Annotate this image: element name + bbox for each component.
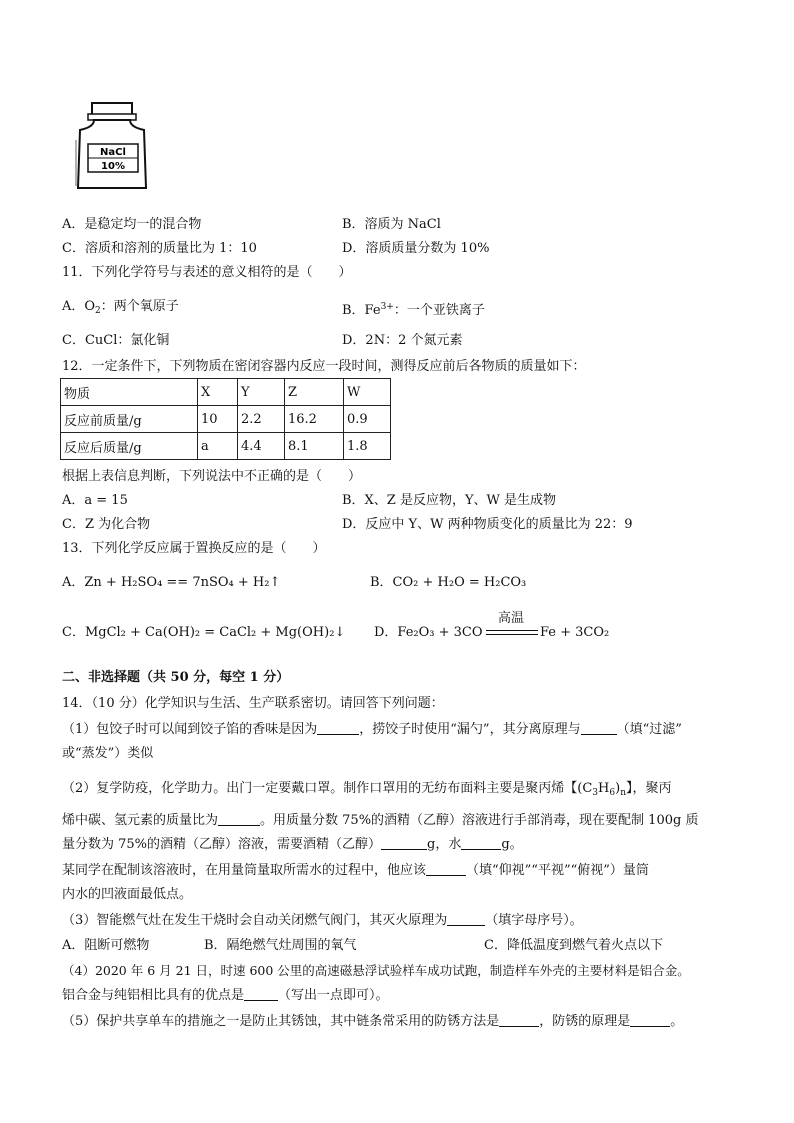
bottle-label-line1: NaCl: [100, 147, 126, 158]
q14-p1-text-a: （1）包饺子时可以闻到饺子馅的香味是因为: [62, 722, 318, 737]
table-row: [61, 406, 391, 433]
q13-condition: 高温: [498, 611, 525, 626]
table-cell: a: [198, 433, 238, 460]
q14-p2-text-a: （2）复学防疫，化学助力。出门一定要戴口罩。制作口罩用的无纺布面料主要是聚丙烯【(C: [62, 781, 593, 796]
q14-p5-text-b: ，防锈的原理是: [539, 1014, 631, 1029]
q13-option-c: C．MgCl₂ + Ca(OH)₂ = CaCl₂ + Mg(OH)₂↓: [62, 625, 346, 640]
answer-blank[interactable]: [317, 721, 359, 735]
q11-a-post: ：两个氧原子: [100, 299, 179, 314]
q14-p2-line2: [62, 812, 698, 830]
answer-blank[interactable]: [630, 1013, 670, 1027]
q13-stem: 13．下列化学反应属于置换反应的是（ ）: [62, 541, 326, 556]
q12-table: [60, 378, 391, 460]
q13-option-d-pre: D．Fe₂O₃ + 3CO: [374, 625, 483, 640]
equation-arrow-line: [486, 634, 538, 635]
answer-blank[interactable]: [499, 1013, 539, 1027]
answer-blank[interactable]: [447, 912, 485, 926]
table-header-row: [61, 379, 391, 406]
q10-option-a: A．是稳定均一的混合物: [62, 217, 202, 232]
q12-stem: 12．一定条件下，下列物质在密闭容器内反应一段时间，测得反应前后各物质的质量如下：: [62, 359, 586, 374]
q14-p2-line1: [62, 780, 672, 802]
q11-option-d: D．2N：2 个氮元素: [342, 333, 463, 348]
q14-p1-line1: [62, 721, 682, 739]
table-cell: 1.8: [344, 433, 391, 460]
q14-p2-text-b: ): [615, 781, 621, 796]
q12-option-d: D．反应中 Y、W 两种物质变化的质量比为 22：9: [342, 517, 633, 532]
q12-option-c: C．Z 为化合物: [62, 517, 151, 532]
section2-title: 二、非选择题（共 50 分，每空 1 分）: [62, 670, 290, 685]
q14-p4-line1: （4）2020 年 6 月 21 日，时速 600 公里的高速磁悬浮试验样车成功试跑，制造样车外壳的主要材料是铝合金。: [62, 963, 690, 978]
answer-blank[interactable]: [581, 721, 617, 735]
q11-b-sup: 3+: [380, 302, 394, 312]
q14-p2-line4: [62, 862, 649, 880]
q14-p2-sub2: 6: [609, 788, 616, 798]
q14-p2-text-c: 】，聚丙: [625, 781, 672, 796]
q14-p2-subn: n: [620, 788, 626, 798]
table-cell: 10: [198, 406, 238, 433]
answer-blank[interactable]: [426, 862, 466, 876]
answer-blank[interactable]: [461, 836, 501, 850]
table-cell: 2.2: [238, 406, 285, 433]
table-cell: 0.9: [344, 406, 391, 433]
answer-blank[interactable]: [381, 836, 427, 850]
q14-p5-text-a: （5）保护共享单车的措施之一是防止其锈蚀，其中链条常采用的防锈方法是: [62, 1014, 500, 1029]
q12-question: 根据上表信息判断，下列说法中不正确的是（ ）: [62, 469, 362, 484]
equation-arrow-line: [486, 630, 538, 631]
q11-option-c: C．CuCl：氯化铜: [62, 333, 170, 348]
q14-intro: 14．（10 分）化学知识与生活、生产联系密切。请回答下列问题：: [62, 696, 444, 711]
table-header-cell: X: [198, 379, 238, 406]
q14-p2-l3-c: g。: [501, 837, 523, 852]
q14-p2-line3: [62, 836, 523, 854]
q13-option-d-post: Fe + 3CO₂: [540, 625, 610, 640]
answer-blank[interactable]: [244, 987, 278, 1001]
q10-option-b: B．溶质为 NaCl: [342, 217, 441, 232]
q14-p2-line5: 内水的凹液面最低点。: [62, 887, 193, 902]
q14-p2-l3-a: 量分数为 75%的酒精（乙醇）溶液，需要酒精（乙醇）: [62, 837, 382, 852]
answer-blank[interactable]: [218, 812, 260, 826]
q14-p3-text-b: （填字母序号）。: [485, 913, 583, 928]
q12-option-a: A．a = 15: [62, 493, 128, 508]
q14-p4-text-b: （写出一点即可）。: [278, 988, 389, 1003]
q14-p3-line1: [62, 912, 583, 930]
q10-option-d: D．溶质质量分数为 10%: [342, 241, 490, 256]
q14-p1-line2: 或“蒸发”）类似: [62, 746, 154, 761]
q11-option-b: [342, 298, 485, 320]
table-header-cell: Y: [238, 379, 285, 406]
table-cell: 反应前质量/g: [61, 406, 198, 433]
q13-option-b: B．CO₂ + H₂O = H₂CO₃: [370, 575, 527, 590]
q14-p5-text-c: 。: [670, 1014, 684, 1029]
q14-p3-option-b: B．隔绝燃气灶周围的氧气: [204, 938, 357, 953]
q14-p1-text-b: ，捞饺子时使用“漏勺”，其分离原理与: [359, 722, 581, 737]
q14-p4-line2: [62, 987, 389, 1005]
table-cell: 4.4: [238, 433, 285, 460]
bottle-label-line2: 10%: [101, 161, 125, 172]
q14-p2-sub1: 3: [592, 788, 599, 798]
table-header-cell: W: [344, 379, 391, 406]
q14-p3-option-a: A．阻断可燃物: [62, 938, 150, 953]
q11-b-pre: B．Fe: [342, 303, 381, 318]
table-cell: 8.1: [285, 433, 344, 460]
q11-option-a: [62, 298, 179, 320]
q11-a-sub: 2: [95, 306, 101, 316]
q12-option-b: B．X、Z 是反应物，Y、W 是生成物: [342, 493, 557, 508]
q14-p2-l2-b: 。用质量分数 75%的酒精（乙醇）溶液进行手部消毒，现在要配制 100g 质: [260, 813, 699, 828]
q11-a-pre: A．O: [62, 299, 96, 314]
nacl-bottle-image: [72, 100, 156, 194]
q14-p2-l4-b: （填“仰视”“平视”“俯视”）量筒: [466, 863, 649, 878]
table-header-cell: Z: [285, 379, 344, 406]
table-cell: 反应后质量/g: [61, 433, 198, 460]
q14-p2-l3-b: g，水: [427, 837, 462, 852]
q14-p2-mid: H: [598, 781, 610, 796]
q11-b-post: ：一个亚铁离子: [393, 303, 485, 318]
table-row: [61, 433, 391, 460]
q14-p4-text-a: 铝合金与纯铝相比具有的优点是: [62, 988, 245, 1003]
q14-p2-l2-a: 烯中碳、氢元素的质量比为: [62, 813, 219, 828]
table-cell: 16.2: [285, 406, 344, 433]
q10-option-c: C．溶质和溶剂的质量比为 1：10: [62, 241, 257, 256]
q13-option-a: A．Zn + H₂SO₄ == 7nSO₄ + H₂↑: [62, 575, 281, 590]
q14-p3-option-c: C．降低温度到燃气着火点以下: [484, 938, 663, 953]
q11-stem: 11．下列化学符号与表述的意义相符的是（ ）: [62, 265, 352, 280]
q14-p3-text-a: （3）智能燃气灶在发生干烧时会自动关闭燃气阀门，其灭火原理为: [62, 913, 448, 928]
table-header-cell: 物质: [61, 379, 198, 406]
q14-p2-l4-a: 某同学在配制该溶液时，在用量筒量取所需水的过程中，他应该: [62, 863, 427, 878]
q14-p1-text-c: （填“过滤”: [616, 722, 682, 737]
q14-p5-line1: [62, 1013, 683, 1031]
